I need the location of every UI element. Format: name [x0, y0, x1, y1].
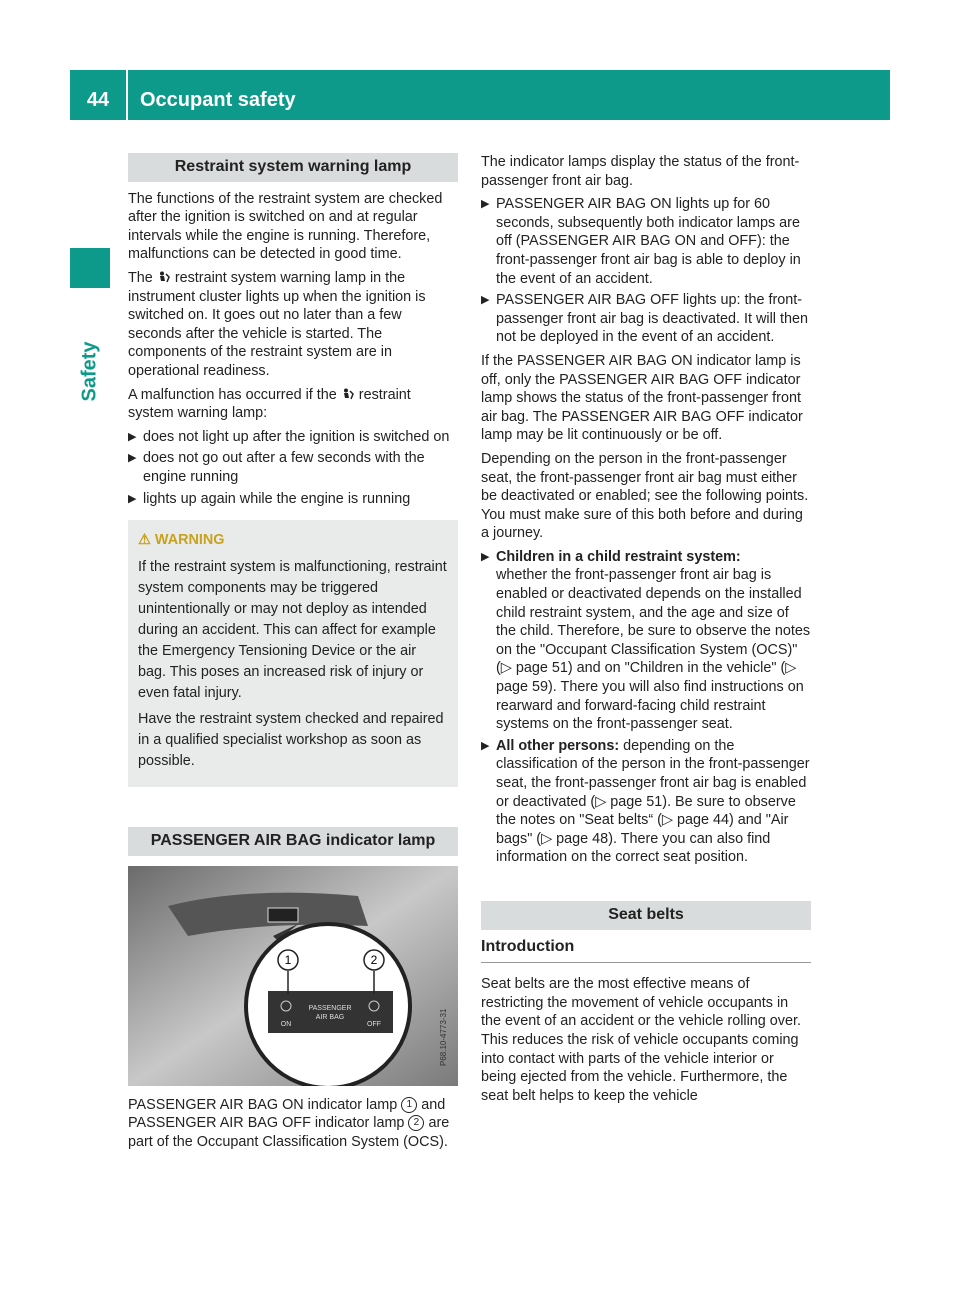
p3-start: A malfunction has occurred if the	[128, 386, 337, 403]
warning-box	[128, 520, 458, 787]
bullet-icon: ▶	[481, 294, 490, 307]
list-item: ▶ lights up again while the engine is running	[128, 490, 411, 507]
status-paragraph: The indicator lamps display the status of the front-passenger front air bag.	[481, 154, 800, 189]
label-passenger: PASSENGER	[308, 1004, 352, 1012]
bullet-icon: ▶	[481, 739, 490, 752]
restraint-heading: Restraint system warning lamp	[128, 153, 458, 182]
side-tab-label: Safety	[78, 341, 101, 402]
lamp-status-list	[481, 195, 811, 347]
person-list	[481, 548, 811, 867]
side-tab	[70, 248, 110, 288]
bullet-icon: ▶	[128, 492, 137, 505]
introduction-heading: Introduction	[481, 938, 811, 964]
bullet-icon: ▶	[481, 550, 490, 563]
circled-number-1: 1	[401, 1097, 417, 1113]
image-caption: PASSENGER AIR BAG ON indicator lamp 1 and PASSENGER AIR BAG OFF indicator lamp 2 are part of the Occupant Classification System (OCS).	[128, 1096, 450, 1150]
warning-title: ⚠ WARNING	[138, 532, 225, 549]
callout-2: 2	[370, 952, 378, 967]
list-item: ▶ All other persons: depending on the classification of the person in the front-passenger seat, the front-passenger front air bag is enabled or deactivated (▷ page 51). Be sure to observe the notes on "Seat belts“ (▷ page 44) and "Air bags" (▷ page 48). There you can also find information on the correct seat position.	[481, 737, 810, 866]
warning-triangle-icon: ⚠	[138, 532, 155, 549]
label-off: OFF	[367, 1020, 381, 1028]
pab-heading: PASSENGER AIR BAG indicator lamp	[128, 827, 458, 856]
label-airbag: AIR BAG	[315, 1013, 345, 1021]
lamp-off-paragraph: If the PASSENGER AIR BAG ON indicator lamp is off, only the PASSENGER AIR BAG OFF indicator lamp shows the status of the front-passenger front air bag. The PASSENGER AIR BAG OFF indicator lamp may be lit continuously or be off.	[481, 352, 803, 444]
section-title: Occupant safety	[140, 89, 296, 111]
header-divider	[126, 70, 128, 120]
list-item: ▶ PASSENGER AIR BAG ON lights up for 60 seconds, subsequently both indicator lamps are off (PASSENGER AIR BAG ON and OFF): the front-passenger front air bag is able to deploy in the event of an accident.	[481, 196, 801, 287]
restraint-paragraph-3	[128, 386, 458, 423]
list-item: ▶ Children in a child restraint system: whether the front-passenger front air bag is enabled or deactivated depends on the installed child restraint system, and the age and size of the child. Therefore, be sure to observe the notes on the "Occupant Classification System (OCS)" (▷ page 51) and on "Children in the vehicle" (▷ page 59). There you will also find instructions on rearward and forward-facing child restraint systems on the front-passenger seat.	[481, 548, 811, 733]
bullet-icon: ▶	[128, 452, 137, 465]
restraint-warning-icon	[341, 388, 355, 402]
warning-text-1: If the restraint system is malfunctioning, restraint system components may be triggered unintentionally or may not deploy as intended during an accident. This can affect for example the Emergency Tensioning Device or the air bag. This poses an increased risk of injury or even fatal injury.	[138, 559, 447, 702]
left-column	[128, 153, 458, 1156]
label-on: ON	[280, 1020, 292, 1028]
restraint-paragraph-2	[128, 269, 458, 381]
page-number: 44	[86, 89, 110, 111]
restraint-warning-icon	[157, 271, 171, 285]
p3-end: restraint system warning lamp:	[128, 386, 411, 422]
p2-start: The	[128, 269, 153, 286]
list-item: ▶ does not light up after the ignition is switched on	[128, 428, 450, 445]
list-item: ▶ does not go out after a few seconds with the engine running	[128, 450, 425, 485]
p2-end: restraint system warning lamp in the instrument cluster lights up when the ignition is switched on. It goes out no later than a few seconds after the vehicle is started. The components of the restraint system are in operational readiness.	[128, 269, 426, 379]
indicator-lamp-image	[128, 866, 458, 1086]
seatbelts-heading: Seat belts	[481, 901, 811, 930]
restraint-paragraph-1: The functions of the restraint system are checked after the ignition is switched on and at regular intervals while the engine is running. Therefore, malfunctions can be detected in good time.	[128, 190, 443, 263]
circled-number-2: 2	[408, 1115, 424, 1131]
image-code: P68.10-4773-31	[439, 1008, 448, 1066]
malfunction-list	[128, 428, 458, 508]
list-item: ▶ PASSENGER AIR BAG OFF lights up: the front-passenger front air bag is deactivated. It will then not be deployed in the event of an accident.	[481, 292, 808, 346]
warning-text-2: Have the restraint system checked and repaired in a qualified specialist workshop as soon as possible.	[138, 711, 444, 770]
right-column	[481, 153, 811, 1110]
introduction-paragraph: Seat belts are the most effective means of restricting the movement of vehicle occupants in the event of an accident or the vehicle rolling over. This reduces the risk of vehicle occupants coming into contact with parts of the vehicle interior or being ejected from the vehicle. Furthermore, the seat belt helps to keep the vehicle	[481, 976, 801, 1104]
callout-1: 1	[284, 952, 292, 967]
bullet-icon: ▶	[128, 430, 137, 443]
person-paragraph: Depending on the person in the front-passenger seat, the front-passenger front air bag must either be deactivated or enabled; see the following points. You must make sure of this both before and during a journey.	[481, 450, 809, 542]
bullet-icon: ▶	[481, 198, 490, 211]
